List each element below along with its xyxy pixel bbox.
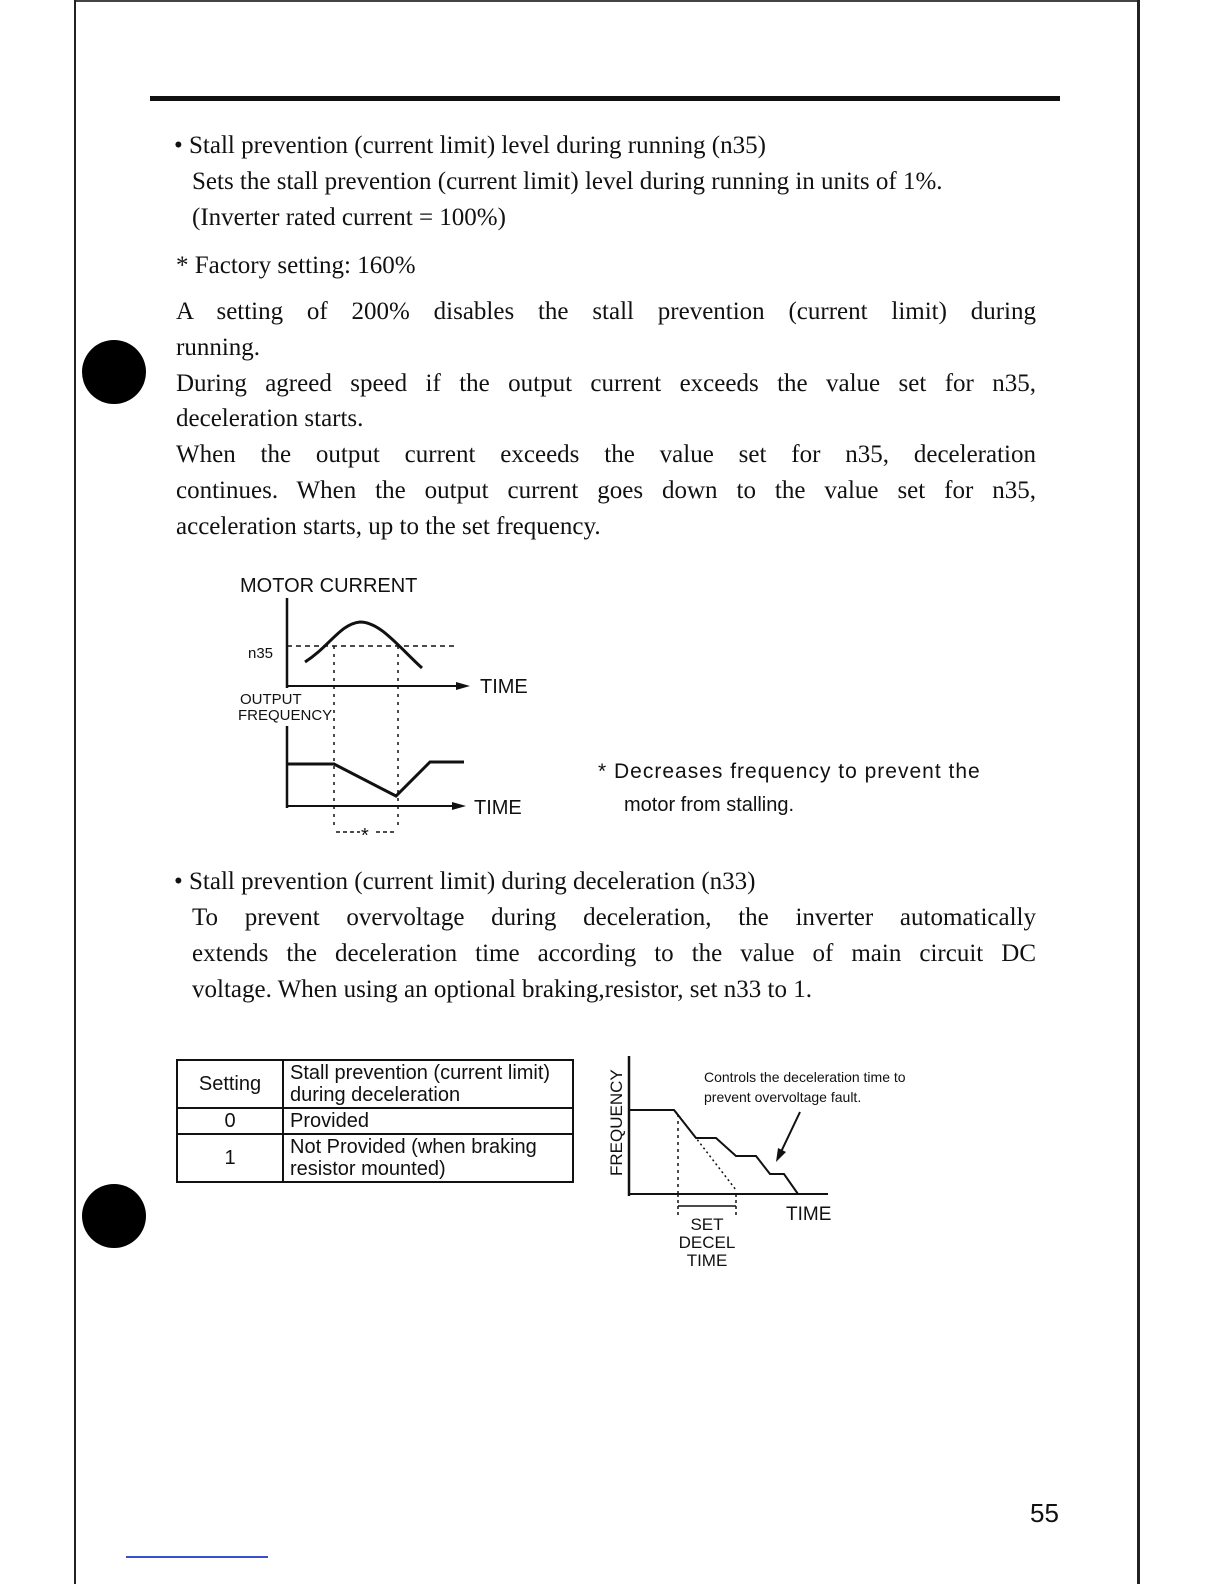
row1-desc [283, 1134, 573, 1182]
factory-setting: * Factory setting: 160% [176, 252, 416, 279]
para2-line1: During agreed speed if the output current exceeds the value set for n35, [176, 370, 1036, 397]
para3-line3: acceleration starts, up to the set frequency. [176, 513, 601, 540]
frequency-label: FREQUENCY [238, 707, 333, 724]
punch-hole-top [82, 340, 146, 404]
table-row [177, 1134, 573, 1182]
page-edge-right [1137, 0, 1140, 1584]
decel-label: DECEL [678, 1233, 736, 1252]
header-rule [150, 96, 1060, 101]
n35-label: n35 [248, 645, 274, 662]
para2-line2: deceleration starts. [176, 405, 364, 432]
figure1-note-line1: * Decreases frequency to prevent the [598, 760, 981, 783]
row0-desc: Provided [283, 1108, 573, 1134]
stall-prevention-running-diagram [230, 566, 550, 856]
annotation-line1: Controls the deceleration time to [704, 1069, 906, 1085]
row1-desc-line2: resistor mounted) [290, 1158, 446, 1180]
time-label-bottom: TIME [474, 797, 522, 819]
frequency-x-arrow [452, 802, 466, 810]
section2-heading: • Stall prevention (current limit) during deceleration (n33) [174, 868, 756, 895]
set-label: SET [690, 1215, 724, 1234]
section2-line1: To prevent overvoltage during deceleration, the inverter automatically [192, 904, 1036, 931]
section2-line2: extends the deceleration time according to the value of main circuit DC [192, 940, 1036, 967]
deceleration-diagram [596, 1052, 936, 1274]
current-curve [305, 622, 422, 668]
output-label: OUTPUT [240, 691, 302, 708]
header-desc-line1: Stall prevention (current limit) [290, 1062, 551, 1084]
header-setting: Setting [177, 1060, 283, 1108]
actual-decel-curve [629, 1110, 798, 1194]
frequency-axis-label: FREQUENCY [607, 1069, 626, 1176]
page-edge-top [74, 0, 1140, 2]
table-row [177, 1108, 573, 1134]
annotation-line2: prevent overvoltage fault. [704, 1089, 862, 1105]
current-x-arrow [456, 682, 470, 690]
asterisk-mark: * [361, 825, 369, 847]
header-desc-line2: during deceleration [290, 1084, 461, 1106]
footer-blue-line [126, 1556, 268, 1558]
motor-current-label: MOTOR CURRENT [240, 575, 418, 597]
para1-line1: A setting of 200% disables the stall prevention (current limit) during [176, 298, 1036, 325]
row1-setting: 1 [177, 1134, 283, 1182]
time-axis-label: TIME [786, 1204, 832, 1225]
header-description [283, 1060, 573, 1108]
section1-line1: Sets the stall prevention (current limit) level during running in units of 1%. [192, 168, 943, 195]
punch-hole-bottom [82, 1184, 146, 1248]
annotation-pointer [780, 1112, 800, 1154]
time-label-top: TIME [480, 676, 528, 698]
para3-line1: When the output current exceeds the value set for n35, deceleration [176, 441, 1036, 468]
page-edge-left [74, 0, 76, 1584]
para3-line2: continues. When the output current goes down to the value set for n35, [176, 477, 1036, 504]
row1-desc-line1: Not Provided (when braking [290, 1136, 537, 1158]
section1-heading: • Stall prevention (current limit) level during running (n35) [174, 132, 766, 159]
row0-setting: 0 [177, 1108, 283, 1134]
annotation-arrowhead [776, 1148, 786, 1162]
page-number: 55 [1030, 1498, 1059, 1528]
setting-table [176, 1059, 574, 1183]
table-header-row [177, 1060, 573, 1108]
section2-line3: voltage. When using an optional braking,resistor, set n33 to 1. [192, 976, 812, 1003]
frequency-curve [287, 762, 464, 796]
time-label: TIME [686, 1251, 728, 1270]
figure1-note-line2: motor from stalling. [624, 794, 795, 816]
section1-line2: (Inverter rated current = 100%) [192, 204, 506, 231]
para1-line2: running. [176, 334, 261, 361]
